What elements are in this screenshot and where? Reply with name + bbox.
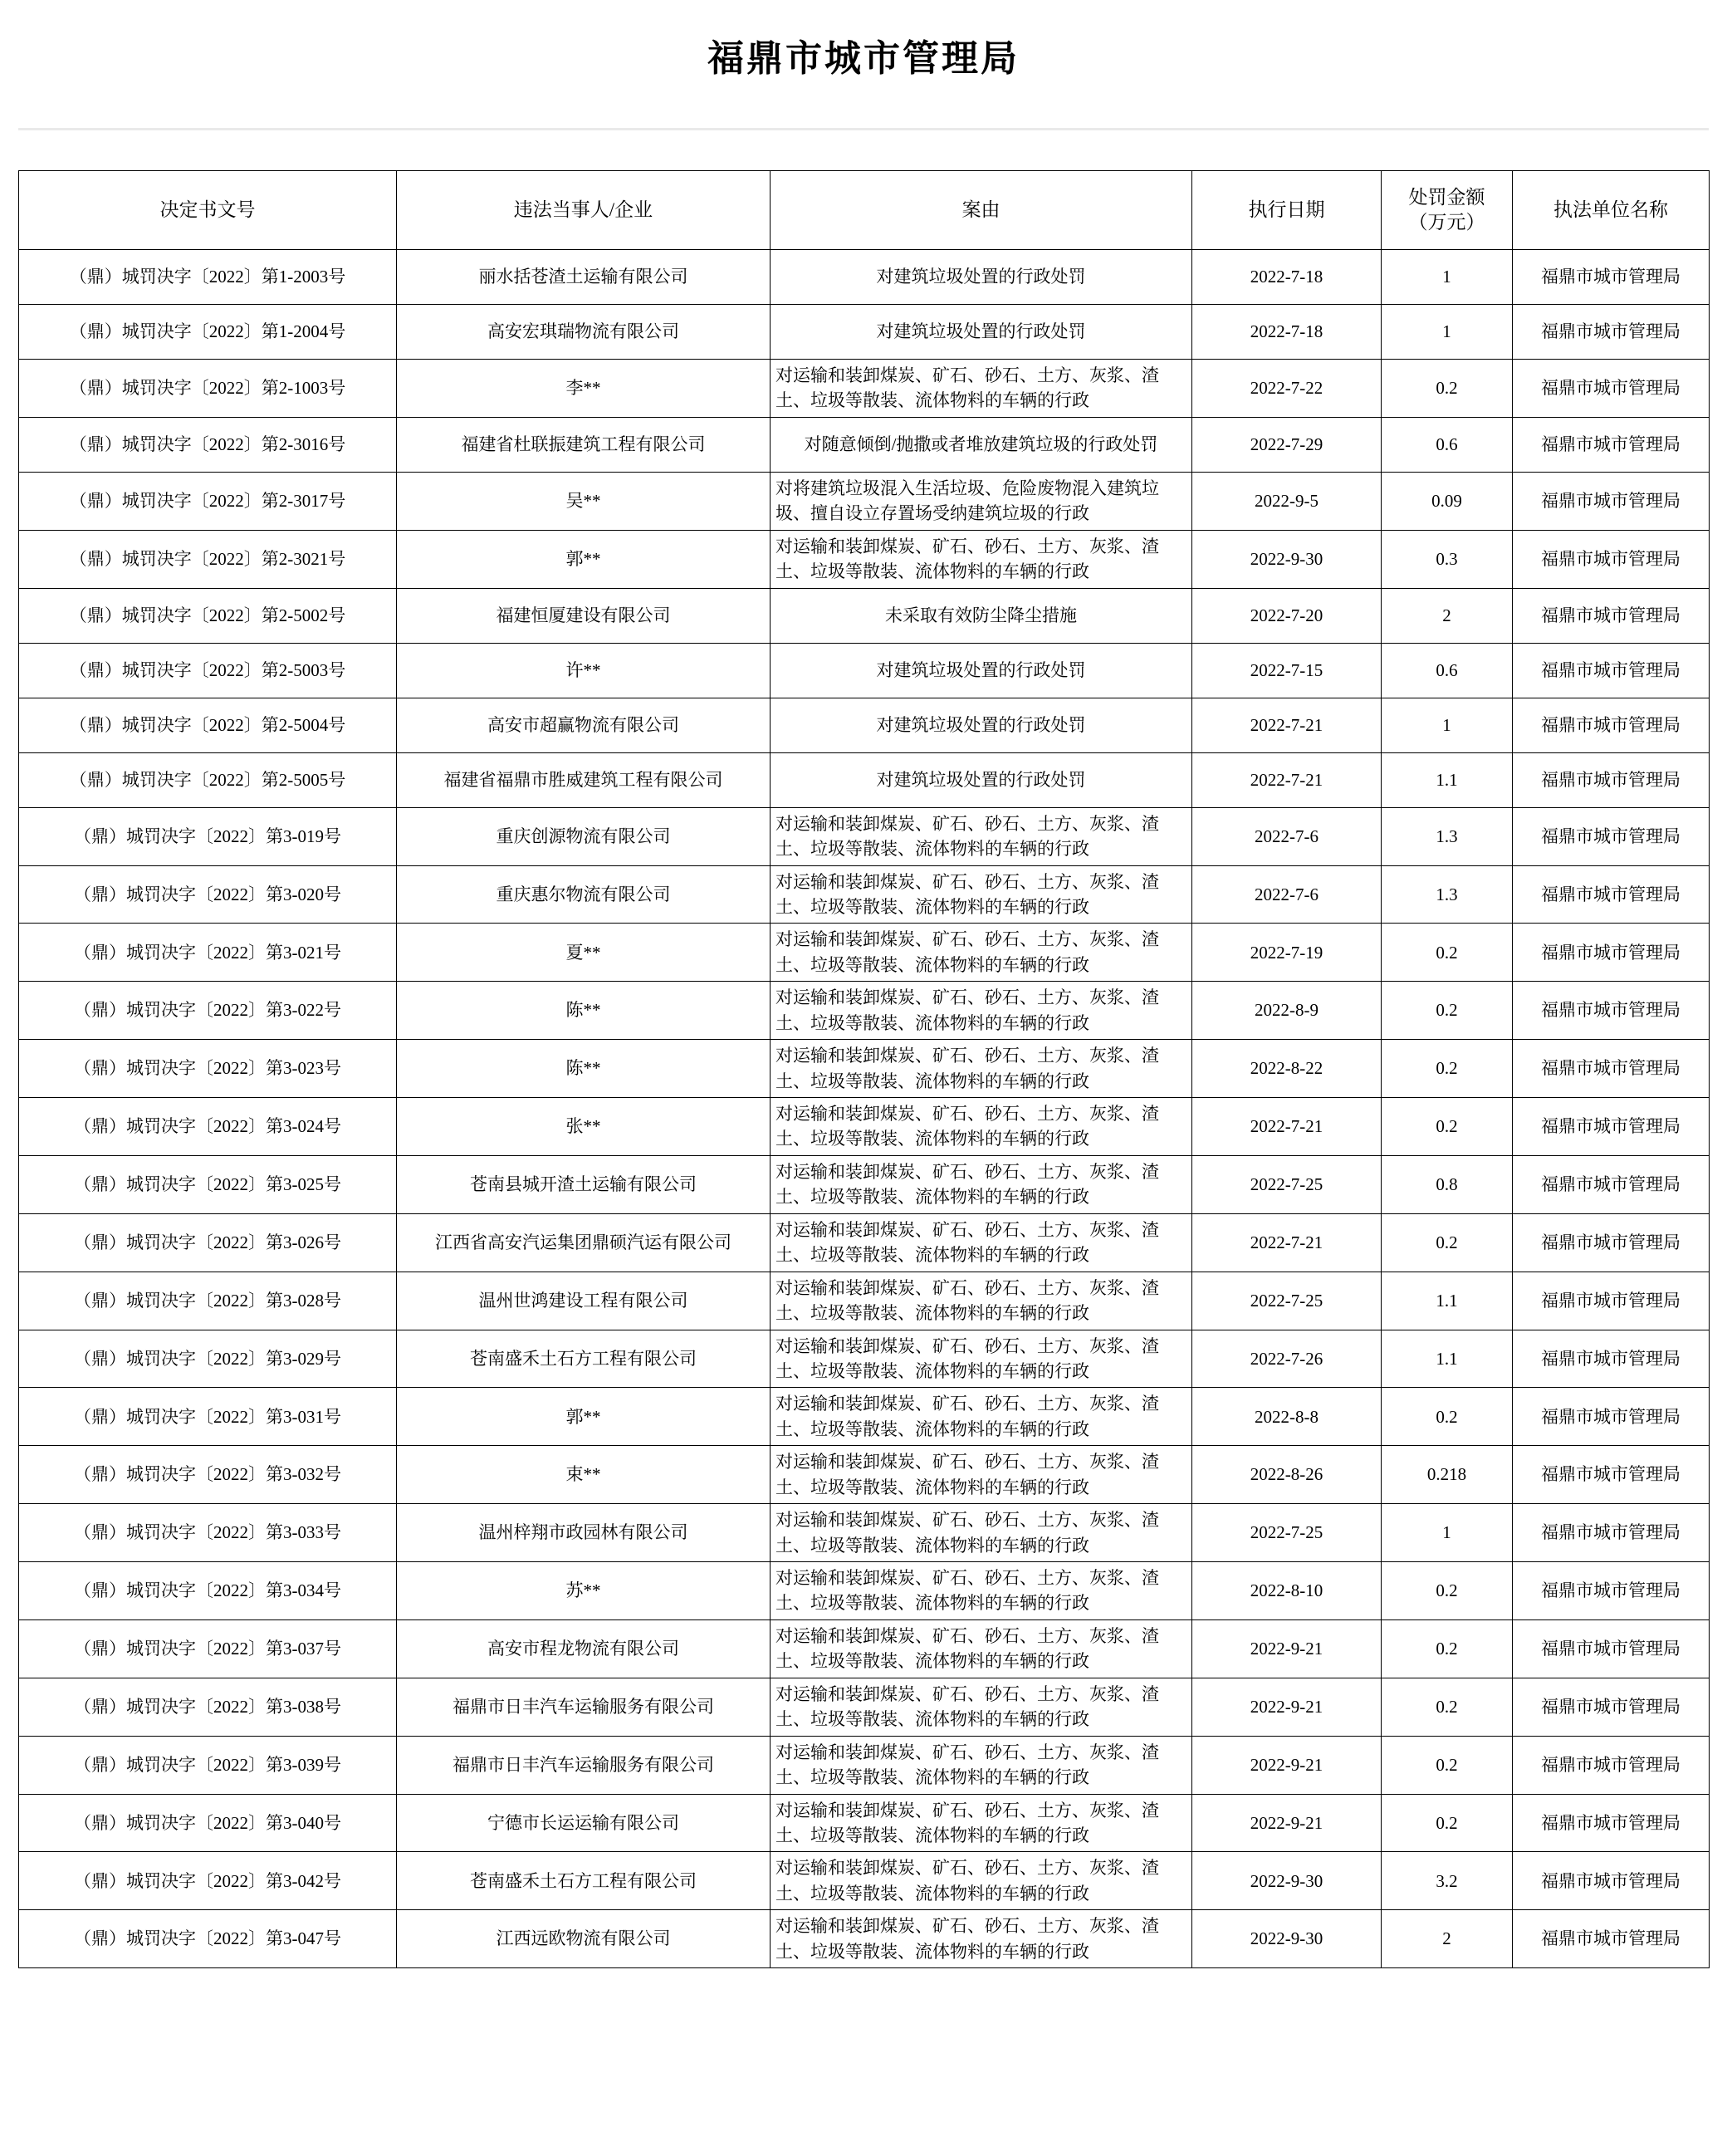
cell-penalty-amount: 1.3 [1382,807,1513,865]
column-header-penalty-amount [1382,171,1513,250]
page-title: 福鼎市城市管理局 [707,38,1020,79]
table-row [19,924,1710,982]
cell-party: 温州梓翔市政园林有限公司 [397,1504,771,1562]
cell-enforcement-unit: 福鼎市城市管理局 [1513,1272,1710,1330]
cell-document-number: （鼎）城罚决字〔2022〕第3-024号 [19,1098,397,1156]
table-row [19,1155,1710,1213]
cell-enforcement-unit: 福鼎市城市管理局 [1513,807,1710,865]
cell-execution-date: 2022-7-22 [1192,360,1382,418]
cell-enforcement-unit: 福鼎市城市管理局 [1513,643,1710,698]
cell-enforcement-unit: 福鼎市城市管理局 [1513,865,1710,924]
cell-party: 郭** [397,1388,771,1446]
cell-penalty-amount: 0.218 [1382,1446,1513,1504]
cell-penalty-amount: 0.2 [1382,1213,1513,1272]
cell-party: 苍南盛禾土石方工程有限公司 [397,1852,771,1910]
table-row [19,1330,1710,1388]
cell-enforcement-unit: 福鼎市城市管理局 [1513,752,1710,807]
cell-party: 吴** [397,472,771,530]
cell-party: 苍南盛禾土石方工程有限公司 [397,1330,771,1388]
table-row [19,1910,1710,1968]
cell-case-reason: 对运输和装卸煤炭、矿石、砂石、土方、灰浆、渣土、垃圾等散装、流体物料的车辆的行政 [771,530,1192,588]
cell-party: 夏** [397,924,771,982]
cell-document-number: （鼎）城罚决字〔2022〕第3-028号 [19,1272,397,1330]
cell-document-number: （鼎）城罚决字〔2022〕第3-039号 [19,1736,397,1794]
cell-party: 束** [397,1446,771,1504]
cell-penalty-amount: 0.2 [1382,1678,1513,1736]
cell-penalty-amount: 1 [1382,698,1513,752]
cell-party: 苍南县城开渣土运输有限公司 [397,1155,771,1213]
cell-execution-date: 2022-9-30 [1192,1852,1382,1910]
cell-enforcement-unit: 福鼎市城市管理局 [1513,588,1710,643]
cell-document-number: （鼎）城罚决字〔2022〕第3-029号 [19,1330,397,1388]
cell-enforcement-unit: 福鼎市城市管理局 [1513,1098,1710,1156]
table-header-row [19,171,1710,250]
cell-case-reason: 对运输和装卸煤炭、矿石、砂石、土方、灰浆、渣土、垃圾等散装、流体物料的车辆的行政 [771,1098,1192,1156]
cell-case-reason: 对建筑垃圾处置的行政处罚 [771,305,1192,360]
cell-enforcement-unit: 福鼎市城市管理局 [1513,472,1710,530]
cell-case-reason: 对运输和装卸煤炭、矿石、砂石、土方、灰浆、渣土、垃圾等散装、流体物料的车辆的行政 [771,807,1192,865]
table-row [19,305,1710,360]
cell-party: 高安市超赢物流有限公司 [397,698,771,752]
cell-enforcement-unit: 福鼎市城市管理局 [1513,1794,1710,1852]
table-row [19,1272,1710,1330]
table-row [19,982,1710,1040]
cell-enforcement-unit: 福鼎市城市管理局 [1513,1446,1710,1504]
cell-enforcement-unit: 福鼎市城市管理局 [1513,530,1710,588]
cell-party: 李** [397,360,771,418]
cell-case-reason: 对建筑垃圾处置的行政处罚 [771,250,1192,305]
column-header-party: 违法当事人/企业 [397,171,771,250]
cell-execution-date: 2022-7-29 [1192,417,1382,472]
cell-enforcement-unit: 福鼎市城市管理局 [1513,360,1710,418]
cell-enforcement-unit: 福鼎市城市管理局 [1513,924,1710,982]
cell-penalty-amount: 0.2 [1382,360,1513,418]
cell-penalty-amount: 3.2 [1382,1852,1513,1910]
cell-execution-date: 2022-9-21 [1192,1619,1382,1678]
cell-document-number: （鼎）城罚决字〔2022〕第2-3021号 [19,530,397,588]
title-divider [18,128,1709,130]
cell-execution-date: 2022-9-21 [1192,1736,1382,1794]
cell-execution-date: 2022-7-20 [1192,588,1382,643]
cell-party: 许** [397,643,771,698]
cell-execution-date: 2022-7-25 [1192,1504,1382,1562]
cell-penalty-amount: 0.2 [1382,1562,1513,1620]
cell-party: 福建恒厦建设有限公司 [397,588,771,643]
cell-penalty-amount: 0.2 [1382,924,1513,982]
cell-case-reason: 对运输和装卸煤炭、矿石、砂石、土方、灰浆、渣土、垃圾等散装、流体物料的车辆的行政 [771,1446,1192,1504]
cell-document-number: （鼎）城罚决字〔2022〕第3-034号 [19,1562,397,1620]
cell-document-number: （鼎）城罚决字〔2022〕第3-031号 [19,1388,397,1446]
table-row [19,1562,1710,1620]
cell-party: 福鼎市日丰汽车运输服务有限公司 [397,1736,771,1794]
cell-penalty-amount: 2 [1382,1910,1513,1968]
cell-enforcement-unit: 福鼎市城市管理局 [1513,1562,1710,1620]
cell-case-reason: 对运输和装卸煤炭、矿石、砂石、土方、灰浆、渣土、垃圾等散装、流体物料的车辆的行政 [771,1736,1192,1794]
cell-execution-date: 2022-7-21 [1192,698,1382,752]
cell-case-reason: 对运输和装卸煤炭、矿石、砂石、土方、灰浆、渣土、垃圾等散装、流体物料的车辆的行政 [771,1852,1192,1910]
cell-enforcement-unit: 福鼎市城市管理局 [1513,1213,1710,1272]
cell-penalty-amount: 1.3 [1382,865,1513,924]
cell-penalty-amount: 0.2 [1382,1736,1513,1794]
cell-case-reason: 对运输和装卸煤炭、矿石、砂石、土方、灰浆、渣土、垃圾等散装、流体物料的车辆的行政 [771,1155,1192,1213]
cell-case-reason: 对运输和装卸煤炭、矿石、砂石、土方、灰浆、渣土、垃圾等散装、流体物料的车辆的行政 [771,1562,1192,1620]
table-row [19,1852,1710,1910]
cell-enforcement-unit: 福鼎市城市管理局 [1513,1330,1710,1388]
cell-penalty-amount: 0.2 [1382,1040,1513,1098]
table-row [19,530,1710,588]
cell-party: 福鼎市日丰汽车运输服务有限公司 [397,1678,771,1736]
cell-enforcement-unit: 福鼎市城市管理局 [1513,1040,1710,1098]
cell-penalty-amount: 0.6 [1382,643,1513,698]
cell-penalty-amount: 0.2 [1382,1619,1513,1678]
cell-penalty-amount: 0.2 [1382,1794,1513,1852]
cell-penalty-amount: 1 [1382,305,1513,360]
cell-party: 宁德市长运运输有限公司 [397,1794,771,1852]
cell-case-reason: 对运输和装卸煤炭、矿石、砂石、土方、灰浆、渣土、垃圾等散装、流体物料的车辆的行政 [771,1619,1192,1678]
cell-party: 丽水括苍渣土运输有限公司 [397,250,771,305]
table-row [19,1098,1710,1156]
penalty-decision-table [18,170,1710,1968]
cell-penalty-amount: 0.8 [1382,1155,1513,1213]
table-row [19,752,1710,807]
cell-case-reason: 对随意倾倒/抛撒或者堆放建筑垃圾的行政处罚 [771,417,1192,472]
cell-case-reason: 对运输和装卸煤炭、矿石、砂石、土方、灰浆、渣土、垃圾等散装、流体物料的车辆的行政 [771,1213,1192,1272]
cell-case-reason: 对运输和装卸煤炭、矿石、砂石、土方、灰浆、渣土、垃圾等散装、流体物料的车辆的行政 [771,1330,1192,1388]
cell-penalty-amount: 0.6 [1382,417,1513,472]
cell-enforcement-unit: 福鼎市城市管理局 [1513,417,1710,472]
cell-document-number: （鼎）城罚决字〔2022〕第2-3016号 [19,417,397,472]
table-row [19,250,1710,305]
table-row [19,1213,1710,1272]
cell-execution-date: 2022-8-26 [1192,1446,1382,1504]
table-row [19,1678,1710,1736]
cell-execution-date: 2022-7-25 [1192,1155,1382,1213]
table-row [19,643,1710,698]
cell-enforcement-unit: 福鼎市城市管理局 [1513,698,1710,752]
cell-document-number: （鼎）城罚决字〔2022〕第3-025号 [19,1155,397,1213]
cell-case-reason: 对将建筑垃圾混入生活垃圾、危险废物混入建筑垃圾、擅自设立存置场受纳建筑垃圾的行政 [771,472,1192,530]
cell-document-number: （鼎）城罚决字〔2022〕第3-047号 [19,1910,397,1968]
cell-execution-date: 2022-7-6 [1192,865,1382,924]
cell-execution-date: 2022-8-9 [1192,982,1382,1040]
cell-execution-date: 2022-9-21 [1192,1678,1382,1736]
cell-party: 江西省高安汽运集团鼎硕汽运有限公司 [397,1213,771,1272]
cell-document-number: （鼎）城罚决字〔2022〕第3-038号 [19,1678,397,1736]
table-row [19,1504,1710,1562]
cell-document-number: （鼎）城罚决字〔2022〕第3-022号 [19,982,397,1040]
cell-enforcement-unit: 福鼎市城市管理局 [1513,1388,1710,1446]
cell-party: 高安宏琪瑞物流有限公司 [397,305,771,360]
cell-execution-date: 2022-7-18 [1192,305,1382,360]
cell-case-reason: 未采取有效防尘降尘措施 [771,588,1192,643]
cell-party: 高安市程龙物流有限公司 [397,1619,771,1678]
cell-penalty-amount: 0.3 [1382,530,1513,588]
cell-penalty-amount: 1 [1382,1504,1513,1562]
cell-execution-date: 2022-7-26 [1192,1330,1382,1388]
cell-party: 福建省杜联振建筑工程有限公司 [397,417,771,472]
table-row [19,1736,1710,1794]
cell-party: 陈** [397,1040,771,1098]
table-row [19,472,1710,530]
cell-case-reason: 对运输和装卸煤炭、矿石、砂石、土方、灰浆、渣土、垃圾等散装、流体物料的车辆的行政 [771,1040,1192,1098]
cell-execution-date: 2022-8-22 [1192,1040,1382,1098]
cell-document-number: （鼎）城罚决字〔2022〕第3-042号 [19,1852,397,1910]
cell-execution-date: 2022-9-5 [1192,472,1382,530]
cell-execution-date: 2022-9-21 [1192,1794,1382,1852]
cell-case-reason: 对运输和装卸煤炭、矿石、砂石、土方、灰浆、渣土、垃圾等散装、流体物料的车辆的行政 [771,1794,1192,1852]
cell-document-number: （鼎）城罚决字〔2022〕第2-5004号 [19,698,397,752]
cell-document-number: （鼎）城罚决字〔2022〕第3-032号 [19,1446,397,1504]
cell-penalty-amount: 2 [1382,588,1513,643]
cell-enforcement-unit: 福鼎市城市管理局 [1513,1736,1710,1794]
cell-case-reason: 对运输和装卸煤炭、矿石、砂石、土方、灰浆、渣土、垃圾等散装、流体物料的车辆的行政 [771,1504,1192,1562]
cell-penalty-amount: 0.2 [1382,1098,1513,1156]
cell-party: 温州世鸿建设工程有限公司 [397,1272,771,1330]
table-row [19,360,1710,418]
cell-party: 重庆惠尔物流有限公司 [397,865,771,924]
table-row [19,1040,1710,1098]
table-row [19,417,1710,472]
cell-document-number: （鼎）城罚决字〔2022〕第1-2004号 [19,305,397,360]
cell-document-number: （鼎）城罚决字〔2022〕第3-040号 [19,1794,397,1852]
cell-execution-date: 2022-7-25 [1192,1272,1382,1330]
cell-case-reason: 对运输和装卸煤炭、矿石、砂石、土方、灰浆、渣土、垃圾等散装、流体物料的车辆的行政 [771,1388,1192,1446]
penalty-amount-label: 处罚金额 [1408,187,1485,208]
cell-enforcement-unit: 福鼎市城市管理局 [1513,1910,1710,1968]
cell-case-reason: 对运输和装卸煤炭、矿石、砂石、土方、灰浆、渣土、垃圾等散装、流体物料的车辆的行政 [771,924,1192,982]
cell-execution-date: 2022-8-10 [1192,1562,1382,1620]
cell-document-number: （鼎）城罚决字〔2022〕第2-5005号 [19,752,397,807]
cell-execution-date: 2022-7-21 [1192,1213,1382,1272]
cell-execution-date: 2022-7-6 [1192,807,1382,865]
table-row [19,588,1710,643]
cell-party: 福建省福鼎市胜威建筑工程有限公司 [397,752,771,807]
cell-enforcement-unit: 福鼎市城市管理局 [1513,982,1710,1040]
cell-document-number: （鼎）城罚决字〔2022〕第2-3017号 [19,472,397,530]
penalty-amount-unit: （万元） [1408,212,1485,233]
cell-party: 陈** [397,982,771,1040]
cell-document-number: （鼎）城罚决字〔2022〕第2-5002号 [19,588,397,643]
column-header-execution-date: 执行日期 [1192,171,1382,250]
table-row [19,1388,1710,1446]
cell-case-reason: 对运输和装卸煤炭、矿石、砂石、土方、灰浆、渣土、垃圾等散装、流体物料的车辆的行政 [771,1910,1192,1968]
cell-enforcement-unit: 福鼎市城市管理局 [1513,1504,1710,1562]
cell-document-number: （鼎）城罚决字〔2022〕第2-1003号 [19,360,397,418]
cell-execution-date: 2022-7-15 [1192,643,1382,698]
table-row [19,1446,1710,1504]
cell-party: 郭** [397,530,771,588]
column-header-enforcement-unit: 执法单位名称 [1513,171,1710,250]
cell-document-number: （鼎）城罚决字〔2022〕第3-019号 [19,807,397,865]
cell-execution-date: 2022-8-8 [1192,1388,1382,1446]
cell-party: 张** [397,1098,771,1156]
cell-penalty-amount: 0.09 [1382,472,1513,530]
cell-penalty-amount: 0.2 [1382,982,1513,1040]
cell-document-number: （鼎）城罚决字〔2022〕第3-023号 [19,1040,397,1098]
cell-document-number: （鼎）城罚决字〔2022〕第3-020号 [19,865,397,924]
cell-case-reason: 对运输和装卸煤炭、矿石、砂石、土方、灰浆、渣土、垃圾等散装、流体物料的车辆的行政 [771,865,1192,924]
cell-penalty-amount: 1 [1382,250,1513,305]
cell-execution-date: 2022-7-21 [1192,752,1382,807]
cell-case-reason: 对建筑垃圾处置的行政处罚 [771,752,1192,807]
cell-party: 江西远欧物流有限公司 [397,1910,771,1968]
cell-execution-date: 2022-7-18 [1192,250,1382,305]
table-row [19,698,1710,752]
cell-document-number: （鼎）城罚决字〔2022〕第3-033号 [19,1504,397,1562]
cell-enforcement-unit: 福鼎市城市管理局 [1513,1852,1710,1910]
cell-enforcement-unit: 福鼎市城市管理局 [1513,1619,1710,1678]
cell-enforcement-unit: 福鼎市城市管理局 [1513,305,1710,360]
cell-execution-date: 2022-9-30 [1192,530,1382,588]
cell-document-number: （鼎）城罚决字〔2022〕第3-026号 [19,1213,397,1272]
cell-penalty-amount: 1.1 [1382,752,1513,807]
cell-party: 苏** [397,1562,771,1620]
cell-case-reason: 对运输和装卸煤炭、矿石、砂石、土方、灰浆、渣土、垃圾等散装、流体物料的车辆的行政 [771,360,1192,418]
cell-penalty-amount: 1.1 [1382,1330,1513,1388]
cell-case-reason: 对建筑垃圾处置的行政处罚 [771,643,1192,698]
table-row [19,1619,1710,1678]
cell-party: 重庆创源物流有限公司 [397,807,771,865]
cell-penalty-amount: 0.2 [1382,1388,1513,1446]
cell-enforcement-unit: 福鼎市城市管理局 [1513,250,1710,305]
cell-document-number: （鼎）城罚决字〔2022〕第2-5003号 [19,643,397,698]
table-row [19,1794,1710,1852]
cell-enforcement-unit: 福鼎市城市管理局 [1513,1678,1710,1736]
table-header [19,171,1710,250]
cell-case-reason: 对运输和装卸煤炭、矿石、砂石、土方、灰浆、渣土、垃圾等散装、流体物料的车辆的行政 [771,1678,1192,1736]
column-header-case-reason: 案由 [771,171,1192,250]
table-row [19,865,1710,924]
cell-penalty-amount: 1.1 [1382,1272,1513,1330]
table-row [19,807,1710,865]
cell-document-number: （鼎）城罚决字〔2022〕第3-037号 [19,1619,397,1678]
cell-document-number: （鼎）城罚决字〔2022〕第1-2003号 [19,250,397,305]
cell-execution-date: 2022-7-19 [1192,924,1382,982]
cell-enforcement-unit: 福鼎市城市管理局 [1513,1155,1710,1213]
cell-case-reason: 对运输和装卸煤炭、矿石、砂石、土方、灰浆、渣土、垃圾等散装、流体物料的车辆的行政 [771,1272,1192,1330]
table-body [19,250,1710,1968]
cell-execution-date: 2022-9-30 [1192,1910,1382,1968]
cell-case-reason: 对运输和装卸煤炭、矿石、砂石、土方、灰浆、渣土、垃圾等散装、流体物料的车辆的行政 [771,982,1192,1040]
cell-case-reason: 对建筑垃圾处置的行政处罚 [771,698,1192,752]
cell-document-number: （鼎）城罚决字〔2022〕第3-021号 [19,924,397,982]
column-header-document-number: 决定书文号 [19,171,397,250]
cell-execution-date: 2022-7-21 [1192,1098,1382,1156]
